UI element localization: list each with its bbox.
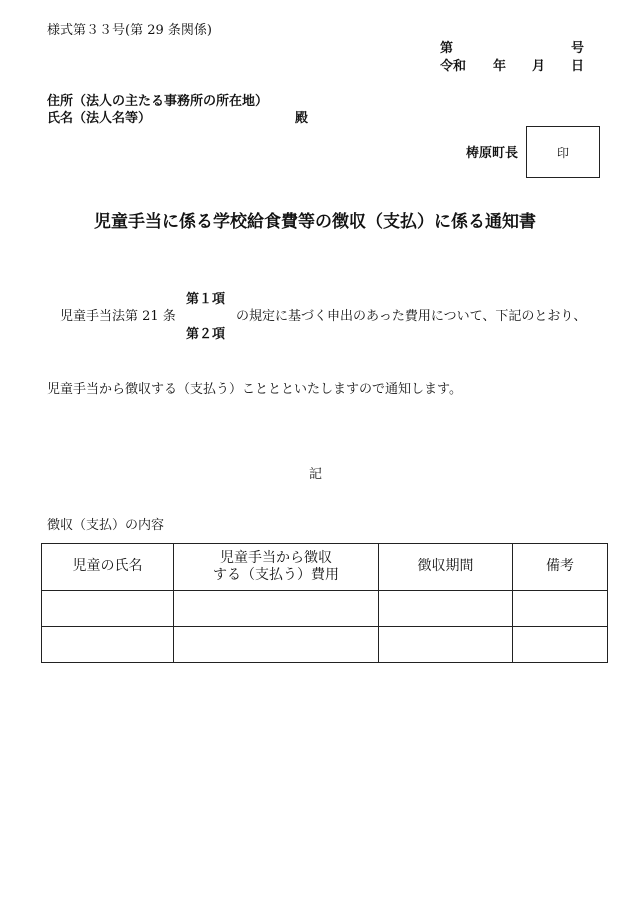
seal-label: 印 (556, 145, 569, 160)
table-cell (174, 627, 379, 663)
table-row (42, 591, 608, 627)
table-cell (42, 627, 174, 663)
clause-2: 第２項 (186, 327, 226, 342)
table-row (42, 627, 608, 663)
table-cell (174, 591, 379, 627)
doc-number-suffix: 号 (571, 41, 585, 56)
header-period: 徴収期間 (379, 544, 513, 591)
date-month: 月 (532, 59, 546, 74)
section-heading: 徴収（支払）の内容 (47, 518, 165, 533)
name-label: 氏名（法人名等） (47, 111, 152, 126)
header-remarks: 備考 (513, 544, 608, 591)
issuer-title: 梼原町長 (466, 146, 519, 161)
seal-box (526, 126, 600, 178)
table-header-row (42, 544, 608, 591)
table-cell (513, 627, 608, 663)
body-line-1: の規定に基づく申出のあった費用について、下記のとおり、 (236, 309, 587, 324)
table-cell (379, 627, 513, 663)
date-year: 年 (493, 59, 507, 74)
date-day: 日 (571, 59, 585, 74)
table-cell (513, 591, 608, 627)
law-reference: 児童手当法第 21 条 (60, 309, 176, 324)
doc-number-prefix: 第 (440, 41, 454, 56)
header-fee (174, 544, 379, 591)
clause-1: 第１項 (186, 292, 226, 307)
address-label: 住所（法人の主たる事務所の所在地） (47, 94, 269, 109)
ki-marker: 記 (309, 467, 323, 482)
table-cell (379, 591, 513, 627)
form-number: 様式第３３号(第 29 条関係) (47, 23, 212, 38)
date-era: 令和 (440, 59, 467, 74)
header-fee-line-1: 児童手当から徴収 (220, 549, 332, 566)
table-cell (42, 591, 174, 627)
header-child-name: 児童の氏名 (42, 544, 174, 591)
content-table (41, 543, 608, 663)
body-line-2: 児童手当から徴収する（支払う）こととといたしますので通知します。 (47, 382, 462, 397)
header-fee-line-2: する（支払う）費用 (213, 567, 339, 583)
honorific: 殿 (295, 111, 309, 126)
page-title: 児童手当に係る学校給食費等の徴収（支払）に係る通知書 (94, 212, 536, 232)
